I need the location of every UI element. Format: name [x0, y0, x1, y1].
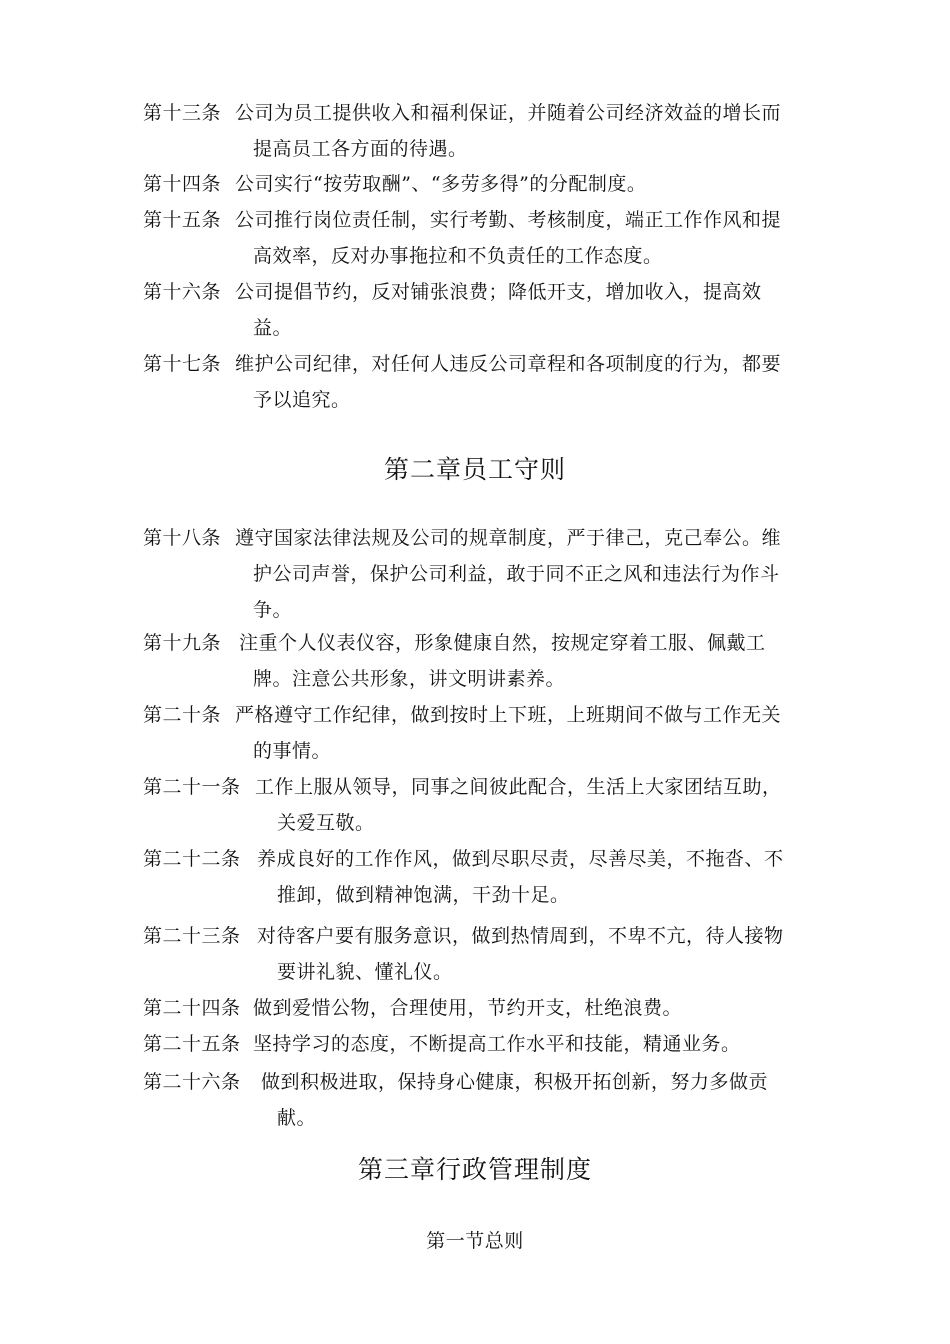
- chapter-heading: 第三章行政管理制度: [357, 1155, 592, 1184]
- article-text-line: 严格遵守工作纪律，做到按时上下班，上班期间不做与工作无关: [235, 704, 782, 726]
- article-text-line: 益。: [253, 317, 293, 339]
- article-text-line: 做到积极进取，保持身心健康，积极开拓创新，努力多做贡: [261, 1071, 769, 1093]
- article-text-line: 牌。注意公共形象，讲文明讲素养。: [253, 668, 566, 690]
- article-label: 第十四条: [143, 173, 222, 195]
- article-label: 第二十四条: [143, 997, 241, 1019]
- article-label: 第二十条: [143, 704, 222, 726]
- article-text-line: 关爱互敬。: [277, 812, 375, 834]
- article-label: 第十五条: [143, 209, 222, 231]
- article-text-line: 对待客户要有服务意识，做到热情周到，不卑不亢，待人接物: [257, 925, 784, 947]
- article-label: 第十七条: [143, 353, 222, 375]
- article-text-line: 推卸，做到精神饱满，干劲十足。: [277, 884, 570, 906]
- article-text-line: 养成良好的工作作风，做到尽职尽责，尽善尽美，不拖沓、不: [257, 848, 784, 870]
- article-text-line: 工作上服从领导，同事之间彼此配合，生活上大家团结互助，: [255, 776, 782, 798]
- article-text-line: 献。: [277, 1107, 317, 1129]
- article-label: 第二十五条: [143, 1033, 241, 1055]
- section-heading: 第一节总则: [426, 1230, 524, 1252]
- article-text-line: 公司提倡节约，反对铺张浪费；降低开支，增加收入，提高效: [235, 281, 762, 303]
- article-text-line: 公司为员工提供收入和福利保证，并随着公司经济效益的增长而: [235, 102, 782, 124]
- article-label: 第二十六条: [143, 1071, 241, 1093]
- article-text-line: 做到爱惜公物，合理使用，节约开支，杜绝浪费。: [253, 997, 683, 1019]
- article-text-line: 注重个人仪表仪容，形象健康自然，按规定穿着工服、佩戴工: [239, 632, 766, 654]
- article-text-line: 坚持学习的态度，不断提高工作水平和技能，精通业务。: [253, 1033, 741, 1055]
- article-text-line: 提高员工各方面的待遇。: [253, 138, 468, 160]
- article-label: 第十六条: [143, 281, 222, 303]
- chapter-heading: 第二章员工守则: [383, 455, 566, 484]
- article-text-line: 予以追究。: [253, 389, 351, 411]
- article-label: 第二十一条: [143, 776, 241, 798]
- article-text-line: 护公司声誉，保护公司利益，敢于同不正之风和违法行为作斗: [253, 563, 780, 585]
- article-text-line: 要讲礼貌、懂礼仪。: [277, 961, 453, 983]
- article-text-line: 公司实行“按劳取酬”、“多劳多得”的分配制度。: [235, 173, 647, 195]
- article-label: 第二十三条: [143, 925, 241, 947]
- article-label: 第二十二条: [143, 848, 241, 870]
- article-text-line: 的事情。: [253, 740, 332, 762]
- article-text-line: 维护公司纪律，对任何人违反公司章程和各项制度的行为，都要: [235, 353, 782, 375]
- article-text-line: 争。: [253, 599, 293, 621]
- article-text-line: 遵守国家法律法规及公司的规章制度，严于律己，克己奉公。维: [235, 527, 782, 549]
- article-label: 第十九条: [143, 632, 222, 654]
- article-text-line: 高效率，反对办事拖拉和不负责任的工作态度。: [253, 245, 663, 267]
- article-label: 第十八条: [143, 527, 222, 549]
- article-text-line: 公司推行岗位责任制，实行考勤、考核制度，端正工作作风和提: [235, 209, 782, 231]
- article-label: 第十三条: [143, 102, 222, 124]
